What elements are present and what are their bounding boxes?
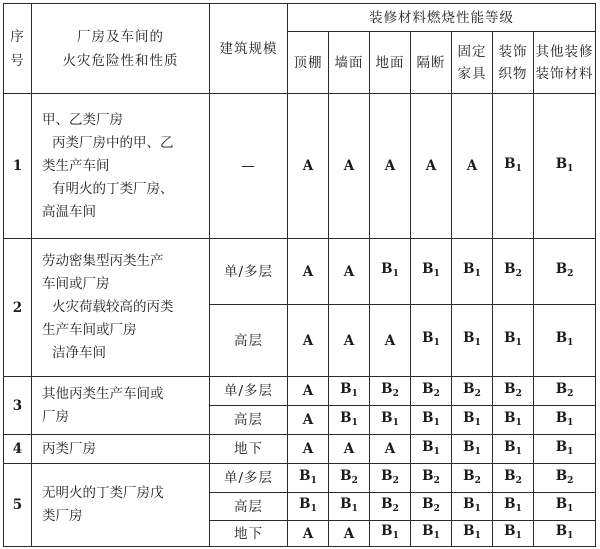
grade-letter: B — [299, 467, 311, 484]
building-scale: — — [210, 94, 288, 239]
grade-letter: B — [422, 261, 434, 277]
grade-cell — [329, 406, 370, 435]
grade-letter: B — [555, 523, 568, 539]
header-col — [329, 32, 370, 94]
grade-letter: A — [302, 525, 314, 542]
grade-letter: B — [555, 496, 568, 512]
grade-cell — [493, 464, 534, 493]
grade-cell — [452, 239, 493, 305]
row-description — [32, 464, 210, 547]
grade-letter: B — [340, 496, 352, 512]
grade-subscript: 1 — [351, 388, 358, 399]
grade-letter: B — [422, 467, 434, 484]
grade-subscript: 1 — [567, 504, 574, 514]
building-scale: 高层 — [210, 406, 288, 435]
grade-letter: A — [343, 158, 355, 174]
table-row — [4, 464, 596, 493]
header-scale: 建筑规模 — [210, 4, 288, 94]
grade-subscript: 2 — [474, 388, 481, 399]
grade-letter: B — [504, 496, 516, 512]
grade-cell — [534, 377, 596, 406]
grade-subscript: 1 — [567, 338, 574, 348]
grade-letter: A — [302, 412, 314, 428]
grade-letter: B — [463, 409, 475, 426]
grade-subscript: 2 — [474, 475, 481, 486]
grade-letter: B — [555, 330, 568, 346]
header-seq-line: 序 — [10, 28, 25, 45]
grade-letter: A — [343, 332, 355, 349]
grade-letter: B — [340, 380, 352, 397]
grade-cell — [288, 435, 329, 464]
description-line: 有明火的丁类厂房、 — [52, 180, 174, 197]
grade-letter: B — [555, 438, 568, 455]
grade-cell — [493, 305, 534, 377]
grade-subscript: 1 — [515, 417, 522, 428]
grade-subscript: 2 — [515, 269, 522, 279]
grade-letter: B — [381, 409, 393, 426]
grade-letter: B — [463, 523, 475, 539]
grade-cell — [534, 493, 596, 521]
description-line: 生产车间或厂房 — [42, 322, 137, 338]
header-col — [534, 32, 596, 94]
grade-letter: B — [504, 467, 516, 484]
grade-subscript: 1 — [433, 338, 440, 348]
header-col — [370, 32, 411, 94]
grade-letter: A — [302, 441, 314, 457]
grade-letter: A — [384, 158, 396, 174]
grade-cell — [370, 464, 411, 493]
grade-subscript: 1 — [433, 446, 440, 457]
grade-subscript: 2 — [433, 504, 440, 514]
grade-cell — [411, 464, 452, 493]
header-col-line: 织物 — [498, 65, 528, 82]
grade-cell — [534, 464, 596, 493]
grade-cell — [534, 521, 596, 547]
grade-subscript: 2 — [392, 475, 399, 486]
header-col-line: 顶棚 — [293, 54, 323, 71]
grade-letter: B — [504, 155, 516, 172]
grade-subscript: 1 — [474, 531, 481, 541]
grade-letter: B — [422, 523, 434, 539]
grade-cell — [411, 377, 452, 406]
grade-cell — [370, 521, 411, 547]
grade-letter: B — [504, 523, 516, 539]
grade-subscript: 2 — [351, 475, 358, 486]
grade-letter: B — [422, 438, 434, 455]
grade-subscript: 1 — [310, 504, 317, 514]
grade-letter: B — [463, 330, 475, 346]
grade-cell — [493, 377, 534, 406]
grade-cell — [370, 406, 411, 435]
header-seq-line: 号 — [10, 52, 25, 69]
grade-cell — [452, 435, 493, 464]
grade-cell — [288, 406, 329, 435]
grade-cell — [411, 94, 452, 239]
header-grade-group: 装修材料燃烧性能等级 — [288, 4, 596, 32]
grade-letter: B — [381, 380, 393, 397]
header-nature-line: 厂房及车间的 — [77, 28, 164, 45]
grade-subscript: 1 — [567, 446, 574, 457]
grade-subscript: 1 — [392, 417, 399, 428]
description-line: 类厂房 — [42, 508, 83, 524]
table-row — [4, 94, 596, 239]
grade-cell — [288, 464, 329, 493]
header-col — [411, 32, 452, 94]
grade-cell — [329, 377, 370, 406]
grade-letter: B — [381, 496, 393, 512]
grade-cell — [329, 94, 370, 239]
grade-subscript: 1 — [515, 163, 522, 174]
row-number: 4 — [4, 435, 32, 464]
grade-letter: B — [340, 409, 352, 426]
grade-cell — [329, 493, 370, 521]
row-description — [32, 435, 210, 464]
grade-cell — [329, 521, 370, 547]
grade-subscript: 1 — [433, 417, 440, 428]
grade-cell — [329, 239, 370, 305]
grade-letter: B — [299, 496, 311, 512]
grade-letter: A — [384, 332, 396, 349]
grade-cell — [329, 464, 370, 493]
grade-letter: B — [422, 496, 434, 512]
building-scale: 单/多层 — [210, 377, 288, 406]
grade-letter: A — [343, 263, 355, 280]
grade-subscript: 1 — [310, 475, 317, 486]
row-number: 5 — [4, 464, 32, 547]
grade-subscript: 2 — [433, 475, 440, 486]
grade-letter: A — [425, 158, 437, 174]
grade-letter: B — [504, 438, 516, 455]
grade-subscript: 1 — [351, 504, 358, 514]
grade-letter: B — [504, 261, 516, 277]
row-description — [32, 377, 210, 435]
description-line: 其他丙类生产车间或 — [42, 385, 164, 402]
header-col-line: 地面 — [375, 54, 405, 71]
row-number: 3 — [4, 377, 32, 435]
grade-cell — [370, 305, 411, 377]
header-col — [288, 32, 329, 94]
grade-subscript: 2 — [567, 475, 574, 486]
header-col — [493, 32, 534, 94]
grade-letter: B — [504, 409, 516, 426]
header-col-line: 装饰材料 — [535, 65, 594, 82]
grade-cell — [493, 493, 534, 521]
grade-letter: B — [463, 467, 475, 484]
grade-cell — [452, 406, 493, 435]
header-col-line: 墙面 — [334, 54, 364, 71]
grade-letter: B — [555, 409, 568, 426]
grade-letter: A — [343, 441, 355, 457]
grade-letter: B — [555, 261, 568, 277]
grade-subscript: 1 — [392, 269, 399, 279]
header-nature-line: 火灾危险性和性质 — [62, 52, 179, 69]
grade-cell — [534, 305, 596, 377]
grade-cell — [534, 239, 596, 305]
grade-cell — [411, 305, 452, 377]
grade-letter: B — [340, 467, 352, 484]
grade-subscript: 2 — [433, 388, 440, 399]
building-scale: 高层 — [210, 305, 288, 377]
grade-cell — [452, 521, 493, 547]
grade-cell — [288, 305, 329, 377]
grade-cell — [411, 406, 452, 435]
grade-letter: B — [463, 380, 475, 397]
grade-subscript: 2 — [392, 388, 399, 399]
grade-subscript: 1 — [351, 417, 358, 428]
grade-cell — [329, 305, 370, 377]
table-row — [4, 435, 596, 464]
grade-subscript: 2 — [567, 388, 574, 399]
description-line: 洁净车间 — [52, 345, 106, 361]
grade-letter: B — [555, 380, 568, 397]
grade-subscript: 1 — [567, 163, 574, 174]
grade-letter: A — [302, 263, 314, 280]
building-scale: 地下 — [210, 521, 288, 547]
grade-cell — [493, 239, 534, 305]
grade-cell — [493, 406, 534, 435]
grade-subscript: 2 — [515, 475, 522, 486]
grade-letter: A — [384, 441, 396, 457]
grade-subscript: 1 — [392, 531, 399, 541]
grade-cell — [452, 493, 493, 521]
description-line: 无明火的丁类厂房戊 — [42, 485, 164, 501]
fire-rating-table — [3, 3, 596, 547]
grade-cell — [452, 464, 493, 493]
grade-cell — [411, 239, 452, 305]
grade-cell — [534, 435, 596, 464]
grade-letter: B — [381, 467, 393, 484]
row-description — [32, 239, 210, 377]
grade-cell — [411, 521, 452, 547]
building-scale: 单/多层 — [210, 239, 288, 305]
grade-letter: A — [343, 525, 355, 542]
row-number: 1 — [4, 94, 32, 239]
header-row-top — [4, 4, 596, 32]
description-line: 高温车间 — [42, 203, 96, 220]
grade-cell — [534, 94, 596, 239]
grade-letter: B — [381, 261, 393, 277]
grade-letter: B — [463, 261, 475, 277]
grade-subscript: 1 — [515, 504, 522, 514]
grade-cell — [370, 435, 411, 464]
grade-subscript: 1 — [474, 338, 481, 348]
grade-letter: A — [466, 158, 478, 174]
header-col-line: 装饰 — [498, 43, 528, 60]
grade-letter: B — [504, 330, 516, 346]
grade-subscript: 1 — [433, 531, 440, 541]
grade-cell — [370, 377, 411, 406]
grade-cell — [411, 493, 452, 521]
description-line: 甲、乙类厂房 — [42, 111, 123, 128]
grade-letter: B — [463, 438, 475, 455]
building-scale: 单/多层 — [210, 464, 288, 493]
description-line: 丙类厂房 — [42, 440, 96, 457]
description-line: 火灾荷载较高的丙类 — [52, 299, 174, 315]
grade-subscript: 1 — [474, 446, 481, 457]
grade-subscript: 1 — [433, 269, 440, 279]
grade-cell — [452, 377, 493, 406]
grade-subscript: 1 — [474, 417, 481, 428]
table-row — [4, 239, 596, 305]
grade-cell — [288, 521, 329, 547]
header-col-line: 隔断 — [416, 54, 446, 71]
grade-cell — [493, 521, 534, 547]
header-col-line: 其他装修 — [535, 43, 594, 60]
header-col-line: 固定 — [457, 43, 487, 60]
grade-cell — [288, 493, 329, 521]
row-description — [32, 94, 210, 239]
grade-subscript: 2 — [567, 269, 574, 279]
grade-subscript: 1 — [515, 531, 522, 541]
header-col — [452, 32, 493, 94]
grade-cell — [493, 435, 534, 464]
header-seq — [4, 4, 32, 94]
grade-cell — [370, 493, 411, 521]
grade-cell — [493, 94, 534, 239]
grade-letter: A — [302, 383, 314, 399]
grade-cell — [534, 406, 596, 435]
grade-letter: B — [422, 380, 434, 397]
grade-letter: B — [422, 409, 434, 426]
grade-subscript: 1 — [515, 446, 522, 457]
grade-subscript: 2 — [515, 388, 522, 399]
grade-letter: B — [422, 330, 434, 346]
grade-letter: B — [555, 467, 568, 484]
description-line: 类生产车间 — [42, 157, 110, 174]
grade-subscript: 1 — [567, 531, 574, 541]
grade-subscript: 2 — [392, 504, 399, 514]
row-number: 2 — [4, 239, 32, 377]
description-line: 丙类厂房中的甲、乙 — [52, 134, 174, 151]
header-col-line: 家具 — [457, 65, 487, 82]
grade-cell — [370, 239, 411, 305]
grade-subscript: 1 — [474, 504, 481, 514]
grade-cell — [370, 94, 411, 239]
description-line: 厂房 — [42, 408, 69, 425]
grade-letter: B — [381, 523, 393, 539]
grade-cell — [452, 305, 493, 377]
building-scale: 地下 — [210, 435, 288, 464]
description-line: 车间或厂房 — [42, 276, 110, 292]
grade-cell — [452, 94, 493, 239]
grade-cell — [411, 435, 452, 464]
building-scale: 高层 — [210, 493, 288, 521]
grade-letter: A — [302, 158, 314, 174]
grade-letter: B — [463, 496, 475, 512]
grade-subscript: 1 — [567, 417, 574, 428]
grade-subscript: 1 — [515, 338, 522, 348]
grade-subscript: 1 — [474, 269, 481, 279]
grade-cell — [329, 435, 370, 464]
grade-letter: B — [555, 155, 568, 172]
grade-cell — [288, 94, 329, 239]
header-nature — [32, 4, 210, 94]
description-line: 劳动密集型丙类生产 — [42, 253, 164, 269]
grade-letter: A — [302, 332, 314, 349]
table-row — [4, 377, 596, 406]
grade-cell — [288, 377, 329, 406]
grade-letter: B — [504, 380, 516, 397]
grade-cell — [288, 239, 329, 305]
